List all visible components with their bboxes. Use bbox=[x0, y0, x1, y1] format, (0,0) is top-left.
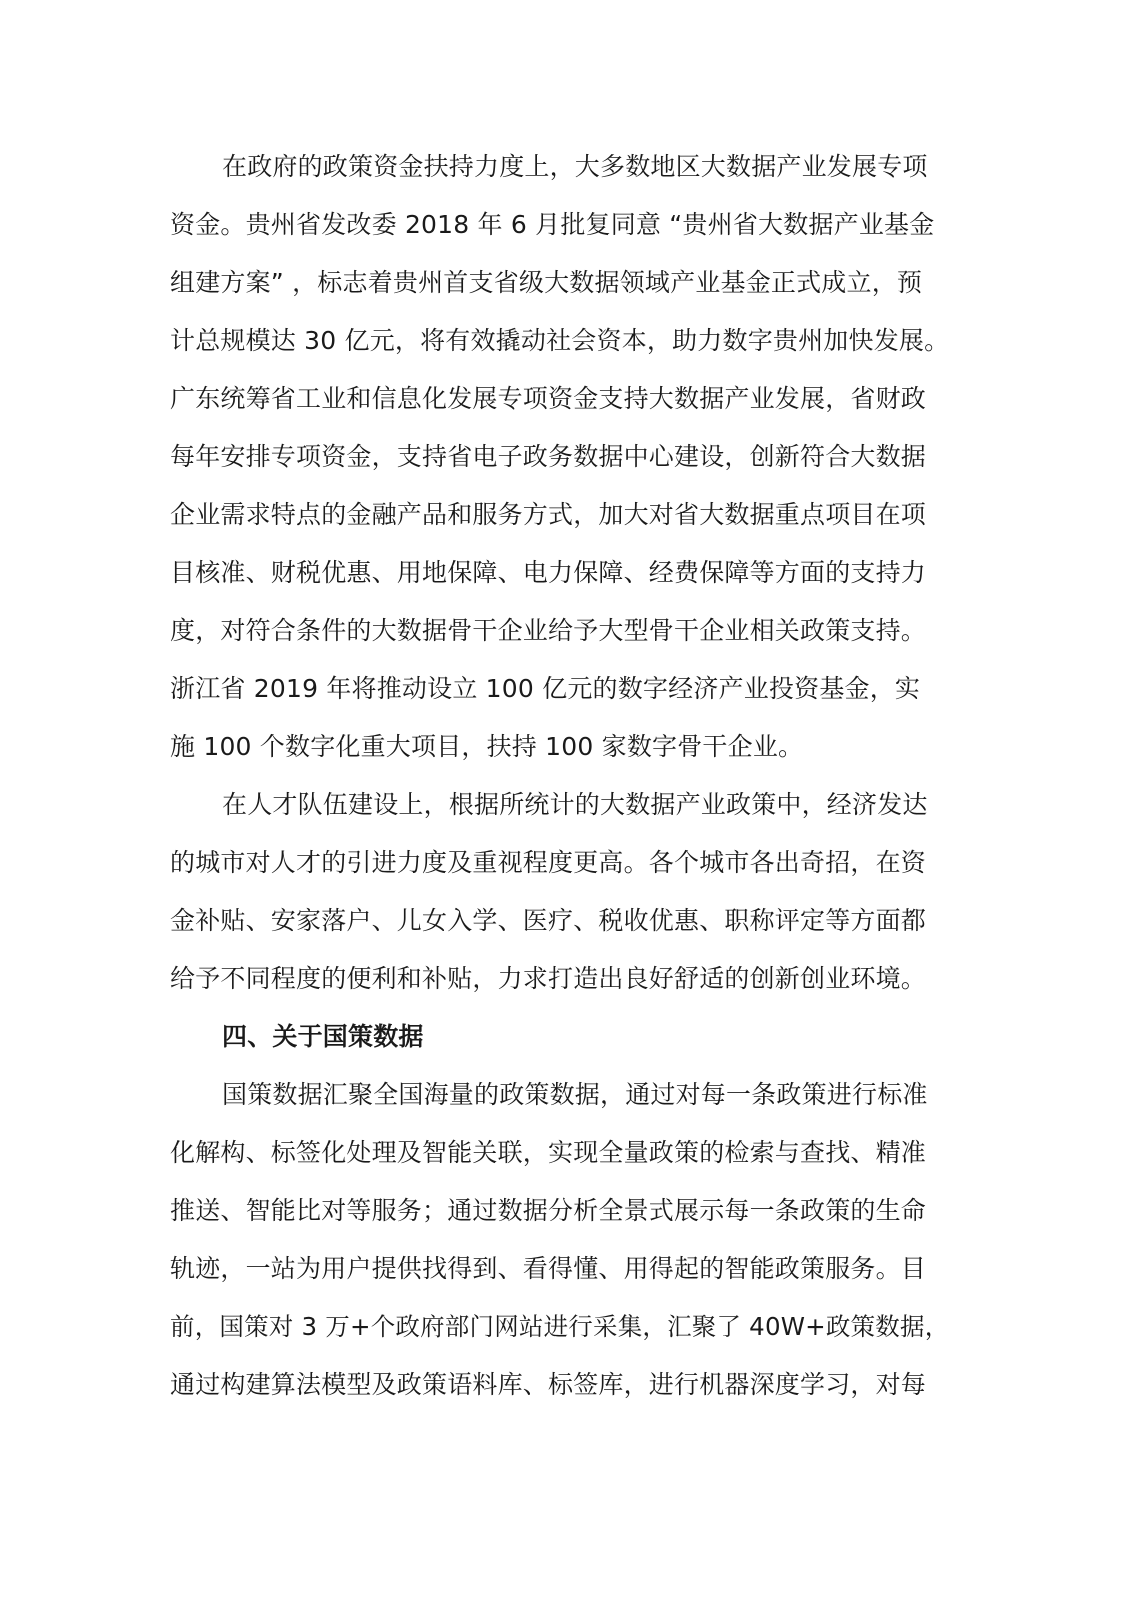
paragraph-line: 组建方案” ，标志着贵州首支省级大数据领域产业基金正式成立，预 bbox=[170, 268, 923, 297]
paragraph-line: 前，国策对 3 万+个政府部门网站进行采集，汇聚了 40W+政策数据， bbox=[170, 1312, 950, 1341]
paragraph-line: 施 100 个数字化重大项目，扶持 100 家数字骨干企业。 bbox=[170, 732, 804, 761]
paragraph-line: 国策数据汇聚全国海量的政策数据，通过对每一条政策进行标准 bbox=[222, 1080, 928, 1109]
paragraph-line: 企业需求特点的金融产品和服务方式，加大对省大数据重点项目在项 bbox=[170, 500, 927, 529]
paragraph-line: 推送、智能比对等服务；通过数据分析全景式展示每一条政策的生命 bbox=[170, 1196, 927, 1225]
section-heading: 四、关于国策数据 bbox=[222, 1022, 424, 1051]
paragraph-line: 计总规模达 30 亿元，将有效撬动社会资本，助力数字贵州加快发展。 bbox=[170, 326, 950, 355]
paragraph-line: 在人才队伍建设上，根据所统计的大数据产业政策中，经济发达 bbox=[222, 790, 928, 819]
paragraph-line: 每年安排专项资金，支持省电子政务数据中心建设，创新符合大数据 bbox=[170, 442, 927, 471]
paragraph-line: 轨迹，一站为用户提供找得到、看得懂、用得起的智能政策服务。目 bbox=[170, 1254, 927, 1283]
paragraph-line: 化解构、标签化处理及智能关联，实现全量政策的检索与查找、精准 bbox=[170, 1138, 927, 1167]
paragraph-line: 资金。贵州省发改委 2018 年 6 月批复同意 “贵州省大数据产业基金 bbox=[170, 210, 935, 239]
paragraph-line: 目核准、财税优惠、用地保障、电力保障、经费保障等方面的支持力 bbox=[170, 558, 927, 587]
paragraph-line: 金补贴、安家落户、儿女入学、医疗、税收优惠、职称评定等方面都 bbox=[170, 906, 927, 935]
paragraph-line: 浙江省 2019 年将推动设立 100 亿元的数字经济产业投资基金，实 bbox=[170, 674, 921, 703]
paragraph-line: 广东统筹省工业和信息化发展专项资金支持大数据产业发展，省财政 bbox=[170, 384, 927, 413]
paragraph-line: 度，对符合条件的大数据骨干企业给予大型骨干企业相关政策支持。 bbox=[170, 616, 927, 645]
paragraph-line: 的城市对人才的引进力度及重视程度更高。各个城市各出奇招，在资 bbox=[170, 848, 927, 877]
paragraph-line: 通过构建算法模型及政策语料库、标签库，进行机器深度学习，对每 bbox=[170, 1370, 927, 1399]
paragraph-line: 在政府的政策资金扶持力度上，大多数地区大数据产业发展专项 bbox=[222, 152, 928, 181]
paragraph-line: 给予不同程度的便利和补贴，力求打造出良好舒适的创新创业环境。 bbox=[170, 964, 927, 993]
